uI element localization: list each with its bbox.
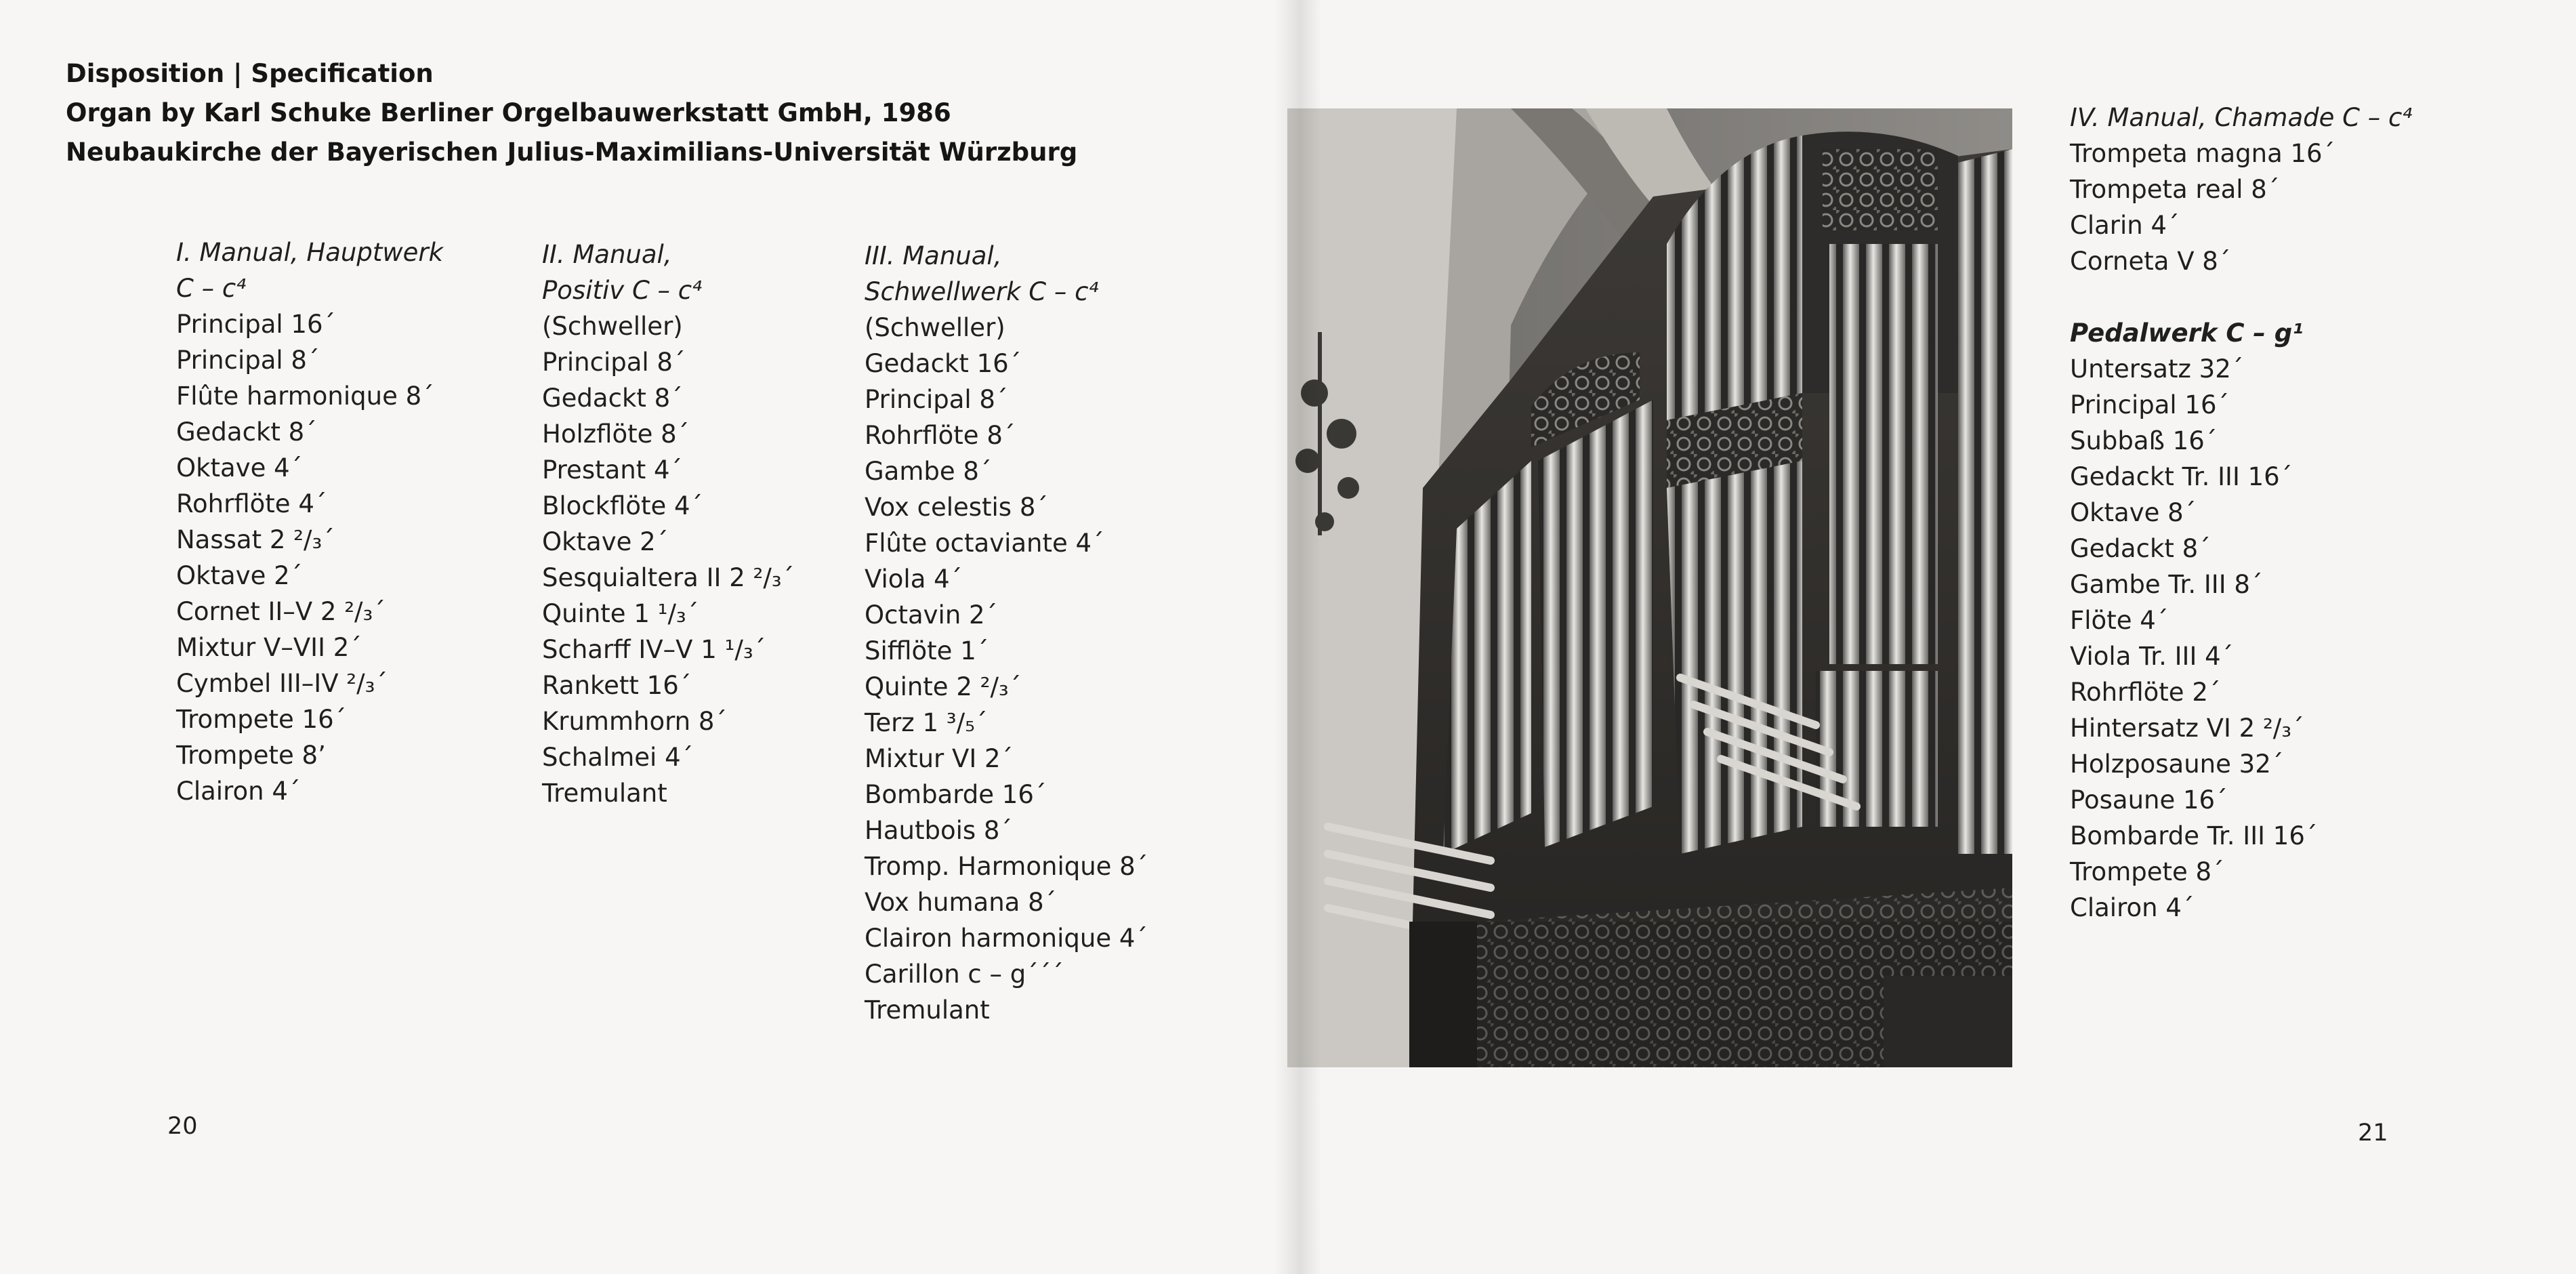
stop-item: Gedackt Tr. III 16´	[2070, 462, 2293, 491]
stop-item: Oktave 8´	[2070, 498, 2197, 527]
stop-item: Octavin 2´	[865, 600, 998, 630]
stop-item: Mixtur V–VII 2´	[176, 633, 362, 662]
manual-4-stop-list	[2070, 136, 2412, 279]
heading-line-3: Neubaukirche der Bayerischen Julius-Maximilians-Universität Würzburg	[66, 138, 1078, 167]
stop-item: Sifflöte 1´	[865, 636, 989, 665]
stop-item: Principal 8´	[542, 348, 686, 377]
manual-2-range: Positiv C – c⁴	[542, 276, 702, 305]
stop-item: Schalmei 4´	[542, 743, 694, 772]
stop-item: Trompete 8´	[2070, 857, 2224, 886]
stop-item: Oktave 2´	[176, 561, 303, 590]
stop-item: Carillon c – g´´´	[865, 960, 1064, 989]
pedal-stop-list	[2070, 351, 2412, 926]
stop-item: Prestant 4´	[542, 455, 683, 485]
stop-item: Principal 16´	[2070, 390, 2230, 419]
stop-item: Oktave 4´	[176, 453, 303, 482]
stop-item: Blockflöte 4´	[542, 491, 703, 520]
page-heading	[66, 54, 1218, 172]
stop-item: Holzflöte 8´	[542, 419, 690, 449]
stop-item: Nassat 2 ²/₃´	[176, 525, 335, 554]
stop-item: Mixtur VI 2´	[865, 744, 1014, 773]
manual-2-title: II. Manual,	[542, 240, 672, 269]
stop-item: Trompete 8’	[176, 741, 326, 770]
stop-item: Clairon harmonique 4´	[865, 924, 1148, 953]
stop-item: Vox celestis 8´	[865, 493, 1048, 522]
heading-line-1: Disposition | Specification	[66, 59, 434, 88]
stop-item: Trompeta real 8´	[2070, 175, 2280, 204]
stop-item: Subbaß 16´	[2070, 426, 2218, 455]
organ-photo	[1287, 108, 2012, 1067]
stop-item: Gedackt 8´	[176, 417, 317, 447]
stop-item: Flûte octaviante 4´	[865, 529, 1104, 558]
stop-item: Clairon 4´	[176, 777, 301, 806]
right-page	[1287, 0, 2576, 1274]
stop-item: Rohrflöte 2´	[2070, 678, 2221, 707]
stop-item: Bombarde Tr. III 16´	[2070, 821, 2318, 850]
stop-item: Hintersatz VI 2 ²/₃´	[2070, 714, 2304, 743]
stop-item: Oktave 2´	[542, 527, 669, 556]
stop-item: Quinte 1 ¹/₃´	[542, 599, 699, 628]
stop-item: Gedackt 8´	[2070, 534, 2211, 563]
stop-item: Rohrflöte 4´	[176, 489, 327, 518]
stop-item: Tromp. Harmonique 8´	[865, 852, 1148, 881]
stop-item: Cornet II–V 2 ²/₃´	[176, 597, 386, 626]
stop-item: Gedackt 16´	[865, 349, 1022, 378]
stop-item: Gedackt 8´	[542, 384, 683, 413]
manual-2-column	[542, 237, 794, 811]
manual-1-range: C – c⁴	[176, 274, 247, 303]
page-number-left: 20	[167, 1113, 198, 1140]
stop-item: Terz 1 ³/₅´	[865, 708, 988, 737]
stop-item: Principal 16´	[176, 310, 336, 339]
stop-item: Trompete 16´	[176, 705, 347, 734]
manual-3-stop-list	[865, 310, 1148, 1028]
manual-3-range: Schwellwerk C – c⁴	[865, 277, 1099, 306]
stop-item: (Schweller)	[542, 312, 683, 341]
stop-item: Corneta V 8´	[2070, 247, 2231, 276]
page-number-right: 21	[2358, 1119, 2388, 1147]
stop-item: Viola Tr. III 4´	[2070, 642, 2234, 671]
stop-item: Clarin 4´	[2070, 211, 2180, 240]
stop-item: Gambe 8´	[865, 457, 992, 486]
stop-item: Bombarde 16´	[865, 780, 1047, 809]
stop-item: Viola 4´	[865, 564, 963, 594]
stop-item: Principal 8´	[176, 346, 320, 375]
book-gutter	[1274, 0, 1321, 1274]
stop-item: Vox humana 8´	[865, 888, 1057, 917]
manual-2-stop-list	[542, 308, 794, 811]
stop-item: Hautbois 8´	[865, 816, 1012, 845]
right-column	[2070, 100, 2412, 926]
stop-item: Rohrflöte 8´	[865, 421, 1016, 450]
stop-item: Tremulant	[865, 995, 990, 1025]
left-page	[0, 0, 1287, 1274]
organ-photo-image	[1287, 108, 2012, 1067]
stop-item: Trompeta magna 16´	[2070, 139, 2335, 168]
pedal-title: Pedalwerk C – g¹	[2070, 318, 2304, 348]
stop-item: Posaune 16´	[2070, 785, 2228, 815]
stop-item: Scharff IV–V 1 ¹/₃´	[542, 635, 766, 664]
stop-item: Flûte harmonique 8´	[176, 382, 434, 411]
manual-1-column	[176, 234, 443, 809]
manual-3-title: III. Manual,	[865, 241, 1002, 270]
stop-item: Flöte 4´	[2070, 606, 2169, 635]
manual-1-stop-list	[176, 306, 443, 809]
stop-item: Gambe Tr. III 8´	[2070, 570, 2263, 599]
manual-1-title: I. Manual, Hauptwerk	[176, 238, 444, 267]
manual-3-column	[865, 238, 1148, 1028]
stop-item: (Schweller)	[865, 313, 1005, 342]
stop-item: Quinte 2 ²/₃´	[865, 672, 1022, 701]
stop-item: Rankett 16´	[542, 671, 692, 700]
stop-item: Cymbel III–IV ²/₃´	[176, 669, 388, 698]
stop-item: Untersatz 32´	[2070, 354, 2244, 384]
stop-item: Tremulant	[542, 779, 667, 808]
stop-item: Holzposaune 32´	[2070, 749, 2284, 779]
stop-item: Sesquialtera II 2 ²/₃´	[542, 563, 795, 592]
stop-item: Krummhorn 8´	[542, 707, 727, 736]
heading-line-2: Organ by Karl Schuke Berliner Orgelbauwerkstatt GmbH, 1986	[66, 98, 951, 127]
manual-4-title: IV. Manual, Chamade C – c⁴	[2070, 103, 2413, 132]
stop-item: Clairon 4´	[2070, 893, 2195, 922]
stop-item: Principal 8´	[865, 385, 1008, 414]
